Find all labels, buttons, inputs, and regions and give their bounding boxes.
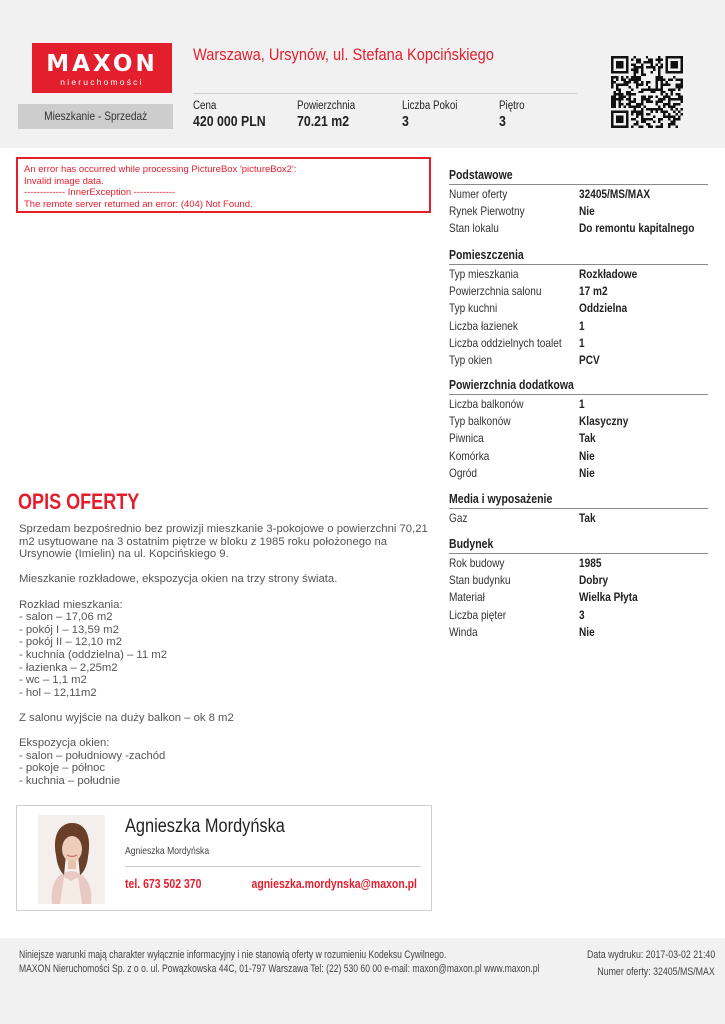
detail-label: Typ kuchni [449,301,498,316]
detail-label: Materiał [449,590,485,605]
description-paragraph [19,712,429,725]
stat-floor [499,100,529,130]
stat-label: Powierzchnia [297,100,356,112]
agent-name: Agnieszka Mordyńska [125,816,285,837]
section-title: Powierzchnia dodatkowa [449,378,708,395]
detail-value: Klasyczny [579,414,629,429]
detail-value: Rozkładowe [579,267,638,281]
details-section [449,537,708,640]
error-line: ------------- InnerException ------------- [24,187,175,198]
detail-value: Nie [579,465,595,480]
error-line: An error has occurred while processing PictureBox 'pictureBox2': [24,164,297,175]
detail-label: Gaz [449,511,468,525]
description-line: - kuchnia – południe [19,774,121,787]
listing-type-badge: Mieszkanie - Sprzedaż [18,104,173,129]
detail-row [449,185,708,202]
description-line: - salon – południowy -zachód [19,749,166,762]
detail-label: Numer oferty [449,187,508,201]
detail-value: 3 [579,607,585,622]
detail-row [449,429,708,446]
detail-value: Tak [579,511,596,525]
detail-value: PCV [579,352,600,367]
section-title: Media i wyposażenie [449,492,708,509]
stat-rooms [402,100,467,130]
detail-row [449,447,708,464]
detail-row [449,588,708,605]
section-title: Podstawowe [449,168,708,185]
detail-label: Ogród [449,465,478,480]
description-line: - wc – 1,1 m2 [19,674,87,687]
logo-wordmark: MAXON [46,51,158,77]
title-divider [193,93,577,94]
details-section [449,378,708,481]
image-error-box [16,157,431,213]
detail-row [449,571,708,588]
detail-value: Do remontu kapitalnego [579,221,695,236]
description-line: - kuchnia (oddzielna) – 11 m2 [19,648,167,661]
detail-row [449,317,708,334]
detail-label: Typ okien [449,352,493,367]
detail-row [449,412,708,429]
detail-label: Liczba oddzielnych toalet [449,335,562,350]
stat-value: 70.21 m2 [297,114,350,130]
maxon-logo[interactable] [32,43,172,93]
footer [0,938,725,1024]
detail-row [449,265,708,282]
footer-company: MAXON Nieruchomości Sp. z o o. ul. Powązkowska 44C, 01-797 Warszawa Tel: (22) 530 60 00 e-mail: maxon@maxon.pl www.maxon.pl [19,963,540,975]
details-section [449,492,708,526]
description-paragraph [19,737,429,787]
footer-disclaimer: Niniejsze warunki mają charakter wyłącznie informacyjny i nie stanowią oferty w rozumieniu Kodeksu Cywilnego. [19,949,447,961]
footer-offer-number: Numer oferty: 32405/MS/MAX [597,966,715,978]
detail-label: Typ mieszkania [449,267,519,281]
detail-label: Typ balkonów [449,414,511,429]
detail-label: Stan lokalu [449,221,499,236]
agent-subtitle: Agnieszka Mordyńska [125,846,210,857]
detail-value: 32405/MS/MAX [579,187,651,201]
detail-row [449,395,708,412]
detail-value: Nie [579,204,595,219]
description-line: - pokój II – 12,10 m2 [19,636,122,649]
detail-value: 1 [579,335,585,350]
stat-price [193,100,278,130]
detail-row [449,351,708,368]
detail-label: Stan budynku [449,573,511,588]
detail-row [449,623,708,640]
description-line: Rozkład mieszkania: [19,598,123,611]
detail-value: Tak [579,431,596,446]
detail-value: Oddzielna [579,301,628,316]
description-title: OPIS OFERTY [18,489,140,514]
detail-value: Nie [579,624,595,639]
description-line: Sprzedam bezpośrednio bez prowizji mieszkanie 3-pokojowe o powierzchni 70,21 m2 usytuowane na 3 ostatnim piętrze w bloku z 1985 roku położonego na Ursynowie (Imielin) na ul. Kopcińskiego 9. [19,523,428,561]
detail-value: 17 m2 [579,284,608,299]
detail-row [449,282,708,299]
details-section [449,248,708,368]
error-line: The remote server returned an error: (404) Not Found. [24,198,253,210]
section-title: Pomieszczenia [449,248,708,265]
description-paragraph [19,573,429,586]
detail-value: Dobry [579,573,609,588]
description-line: - pokoje – północ [19,762,106,775]
detail-label: Piwnica [449,431,484,446]
detail-row [449,464,708,481]
details-section [449,168,708,237]
detail-label: Rok budowy [449,556,505,570]
detail-label: Liczba pięter [449,607,507,622]
detail-value: Wielka Płyta [579,590,638,605]
detail-label: Winda [449,624,478,639]
detail-row [449,554,708,571]
stat-label: Cena [193,100,217,112]
footer-print-date: Data wydruku: 2017-03-02 21:40 [586,949,715,961]
logo-tagline: nieruchomości [60,77,144,87]
stat-label: Liczba Pokoi [402,100,458,112]
detail-label: Rynek Pierwotny [449,204,525,219]
header [0,0,725,148]
listing-title: Warszawa, Ursynów, ul. Stefana Kopcińskiego [193,45,494,64]
agent-email-link[interactable]: agnieszka.mordynska@maxon.pl [251,877,417,891]
detail-label: Liczba balkonów [449,397,524,411]
stat-value: 420 000 PLN [193,114,266,130]
qr-code-icon [611,56,683,128]
description-line: - salon – 17,06 m2 [19,611,113,624]
description-line: Ekspozycja okien: [19,737,110,750]
description-paragraph [19,523,429,561]
stat-area [297,100,365,130]
stat-value: 3 [499,114,506,130]
error-line: Invalid image data. [24,175,104,187]
detail-row [449,334,708,351]
agent-card [16,805,432,911]
detail-row [449,219,708,236]
detail-value: Nie [579,448,595,463]
detail-label: Komórka [449,448,490,463]
agent-photo [38,815,105,904]
description-line: - hol – 12,11m2 [19,686,97,699]
detail-row [449,299,708,316]
detail-value: 1 [579,397,585,411]
section-title: Budynek [449,537,708,554]
detail-row [449,509,708,526]
detail-row [449,606,708,623]
stat-label: Piętro [499,100,525,112]
agent-phone-link[interactable]: tel. 673 502 370 [125,877,202,891]
description-body [19,523,429,800]
description-line: - łazienka – 2,25m2 [19,661,118,674]
description-line: - pokój I – 13,59 m2 [19,623,119,636]
detail-row [449,202,708,219]
description-paragraph [19,599,429,700]
detail-label: Liczba łazienek [449,318,518,333]
detail-value: 1985 [579,556,602,570]
description-line: Mieszkanie rozkładowe, ekspozycja okien na trzy strony świata. [19,573,338,586]
description-line: Z salonu wyjście na duży balkon – ok 8 m2 [19,711,234,724]
detail-value: 1 [579,318,585,333]
detail-label: Powierzchnia salonu [449,284,542,299]
stat-value: 3 [402,114,409,130]
agent-divider [125,866,421,867]
